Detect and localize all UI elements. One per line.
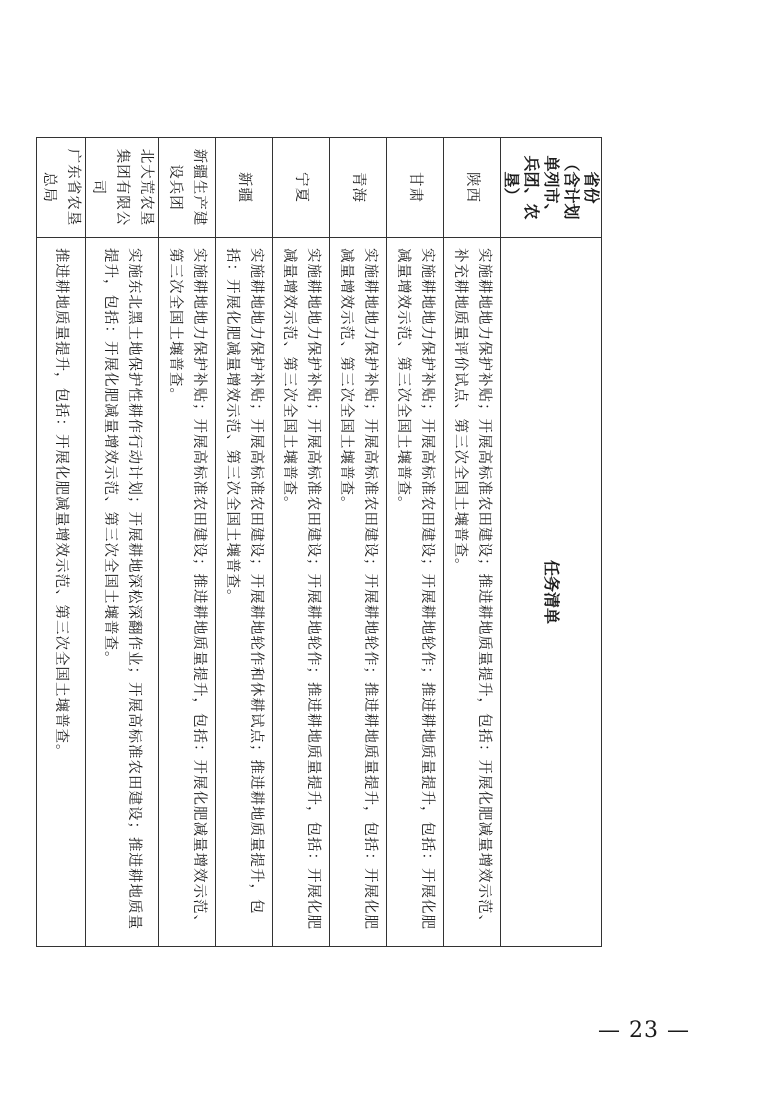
tasks-cell: 实施耕地地力保护补贴；开展高标准农田建设；推进耕地质量提升，包括：开展化肥减量增效示范、补充耕地质量评价试点、第三次全国土壤普查。 <box>444 238 501 947</box>
tasks-cell: 实施耕地地力保护补贴；开展高标准农田建设；推进耕地质量提升，包括：开展化肥减量增效示范、第三次全国土壤普查。 <box>159 238 216 947</box>
tasks-cell: 推进耕地质量提升，包括：开展化肥减量增效示范、第三次全国土壤普查。 <box>37 238 86 947</box>
tasks-cell: 实施耕地地力保护补贴；开展高标准农田建设；开展耕地轮作；推进耕地质量提升，包括：开展化肥减量增效示范、第三次全国土壤普查。 <box>273 238 330 947</box>
table-row <box>444 138 501 947</box>
table-header-row <box>501 138 602 947</box>
table-row <box>86 138 159 947</box>
province-cell: 宁夏 <box>273 138 330 238</box>
tasks-cell: 实施耕地地力保护补贴；开展高标准农田建设；开展耕地轮作；推进耕地质量提升，包括：开展化肥减量增效示范、第三次全国土壤普查。 <box>387 238 444 947</box>
tasks-column-header: 任务清单 <box>501 238 602 947</box>
page-number: — 23 — <box>598 1018 690 1043</box>
province-cell: 甘肃 <box>387 138 444 238</box>
rotated-table-container <box>41 137 602 947</box>
task-table <box>36 137 602 947</box>
table-row <box>387 138 444 947</box>
table-row <box>330 138 387 947</box>
province-cell: 北大荒农垦集团有限公司 <box>86 138 159 238</box>
province-cell: 陕西 <box>444 138 501 238</box>
province-cell: 广东省农垦总局 <box>37 138 86 238</box>
tasks-cell: 实施耕地地力保护补贴；开展高标准农田建设；开展耕地轮作和休耕试点；推进耕地质量提升，包括：开展化肥减量增效示范、第三次全国土壤普查。 <box>216 238 273 947</box>
tasks-cell: 实施东北黑土地保护性耕作行动计划；开展耕地深松深翻作业；开展高标准农田建设；推进耕地质量提升，包括：开展化肥减量增效示范、第三次全国土壤普查。 <box>86 238 159 947</box>
province-cell: 新疆 <box>216 138 273 238</box>
tasks-cell: 实施耕地地力保护补贴；开展高标准农田建设；开展耕地轮作；推进耕地质量提升，包括：开展化肥减量增效示范、第三次全国土壤普查。 <box>330 238 387 947</box>
table-row <box>216 138 273 947</box>
table-row <box>37 138 86 947</box>
province-cell: 新疆生产建设兵团 <box>159 138 216 238</box>
table-row <box>159 138 216 947</box>
province-column-header: 省份 （含计划单列市、 兵团、农垦） <box>501 138 602 238</box>
table-row <box>273 138 330 947</box>
province-cell: 青海 <box>330 138 387 238</box>
